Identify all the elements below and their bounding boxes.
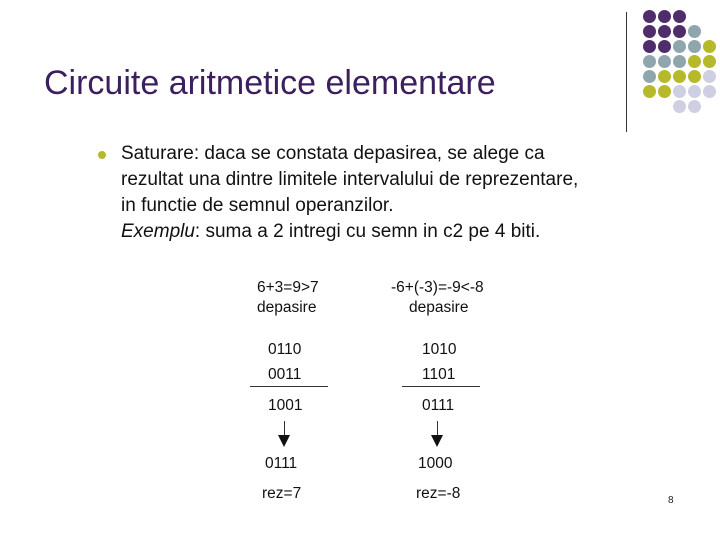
dot — [688, 40, 701, 53]
left-sum: 1001 — [268, 397, 303, 414]
dot — [688, 70, 701, 83]
bullet-line-example — [121, 219, 691, 245]
dot — [673, 55, 686, 68]
left-example-header: 6+3=9>7 — [257, 279, 319, 296]
page-number: 8 — [668, 495, 674, 506]
right-sum-line — [402, 386, 480, 387]
left-sum-line — [250, 386, 328, 387]
example-text: : suma a 2 intregi cu semn in c2 pe 4 biti. — [194, 221, 541, 242]
dot — [703, 55, 716, 68]
right-operand-a: 1010 — [422, 341, 457, 358]
bullet-text — [121, 141, 691, 245]
dot — [673, 85, 686, 98]
dot — [643, 55, 656, 68]
dot — [703, 85, 716, 98]
dot — [673, 10, 686, 23]
left-example-note: depasire — [257, 299, 317, 316]
right-result: rez=-8 — [416, 485, 461, 502]
dot — [673, 70, 686, 83]
slide-title: Circuite aritmetice elementare — [44, 64, 496, 102]
dot — [673, 40, 686, 53]
right-saturated: 1000 — [418, 455, 453, 472]
right-example-note: depasire — [409, 299, 469, 316]
dot — [658, 10, 671, 23]
bullet-marker — [98, 151, 106, 159]
bullet-line-2: rezultat una dintre limitele intervalului de reprezentare, — [121, 169, 579, 190]
dot — [658, 40, 671, 53]
decorative-dot-grid — [640, 10, 720, 120]
left-saturated: 0111 — [265, 455, 298, 472]
dot — [643, 40, 656, 53]
dot — [703, 40, 716, 53]
bullet-line-3: in functie de semnul operanzilor. — [121, 195, 394, 216]
dot — [673, 25, 686, 38]
dot — [658, 55, 671, 68]
dot — [658, 25, 671, 38]
dot — [688, 55, 701, 68]
dot — [658, 70, 671, 83]
left-operand-b: 0011 — [268, 366, 302, 383]
left-down-arrow-icon — [278, 421, 290, 447]
title-divider — [626, 12, 627, 132]
dot — [658, 85, 671, 98]
dot — [643, 25, 656, 38]
dot — [688, 85, 701, 98]
dot — [673, 100, 686, 113]
right-operand-b: 1101 — [422, 366, 456, 383]
dot — [643, 85, 656, 98]
left-result: rez=7 — [262, 485, 302, 502]
dot — [688, 100, 701, 113]
dot — [643, 10, 656, 23]
right-down-arrow-icon — [431, 421, 443, 447]
example-label: Exemplu — [121, 221, 195, 242]
bullet-line-1: Saturare: daca se constata depasirea, se alege ca — [121, 143, 545, 164]
dot — [643, 70, 656, 83]
right-sum: 0111 — [422, 397, 455, 414]
left-operand-a: 0110 — [268, 341, 302, 358]
right-example-header: -6+(-3)=-9<-8 — [391, 279, 484, 296]
dot — [703, 70, 716, 83]
dot — [688, 25, 701, 38]
